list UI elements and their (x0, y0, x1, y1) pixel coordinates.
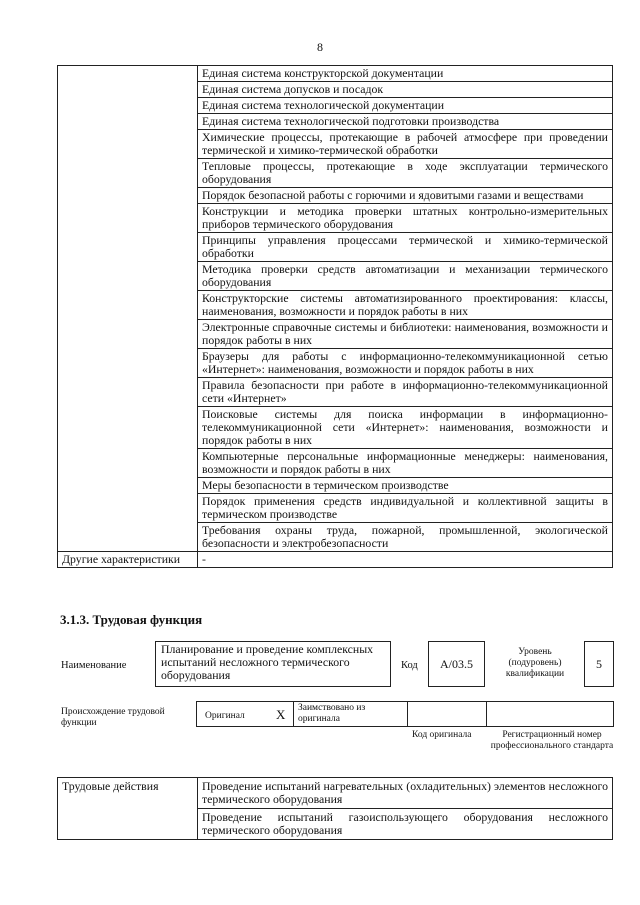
original-mark: X (276, 707, 286, 722)
knowledge-item: Единая система допусков и посадок (198, 82, 613, 98)
reg-number-label: Регистрационный номер профессионального стандарта (490, 730, 614, 751)
knowledge-item: Единая система технологической подготовки производства (198, 114, 613, 130)
knowledge-item: Браузеры для работы с информационно-телекоммуникационной сетью «Интернет»: наименования, возможности и порядок работы в них (198, 349, 613, 378)
borrowed-label: Заимствовано из оригинала (298, 703, 366, 724)
knowledge-item: Меры безопасности в термическом производстве (198, 478, 613, 494)
original-label: Оригинал (205, 711, 245, 721)
page-number: 8 (317, 40, 323, 54)
origin-box (196, 701, 614, 727)
knowledge-item: Требования охраны труда, пожарной, промышленной, экологической безопасности и электробезопасности (198, 523, 613, 552)
knowledge-item: Единая система технологической документации (198, 98, 613, 114)
table-row (58, 66, 613, 82)
knowledge-item: Порядок применения средств индивидуальной и коллективной защиты в термическом производстве (198, 494, 613, 523)
knowledge-item: Электронные справочные системы и библиотеки: наименования, возможности и порядок работы в них (198, 320, 613, 349)
knowledge-item: Компьютерные персональные информационные менеджеры: наименования, возможности и порядок работы в них (198, 449, 613, 478)
divider (407, 701, 408, 727)
name-label: Наименование (61, 660, 127, 671)
origin-label: Происхождение трудовой функции (61, 707, 165, 728)
knowledge-item: Единая система конструкторской документации (198, 66, 613, 82)
knowledge-table (57, 65, 613, 568)
code-value: А/03.5 (428, 641, 485, 687)
knowledge-item: Порядок безопасной работы с горючими и ядовитыми газами и веществами (198, 188, 613, 204)
labor-actions-label: Трудовые действия (58, 778, 198, 840)
knowledge-item: Конструкторские системы автоматизированного проектирования: классы, наименования, возможности и порядок работы в них (198, 291, 613, 320)
knowledge-item: Тепловые процессы, протекающие в ходе эксплуатации термического оборудования (198, 159, 613, 188)
code-original-label: Код оригинала (412, 730, 472, 740)
labor-actions-table (57, 777, 613, 840)
section-title: 3.1.3. Трудовая функция (60, 612, 203, 627)
knowledge-item: Конструкции и методика проверки штатных контрольно-измерительных приборов термического оборудования (198, 204, 613, 233)
name-value: Планирование и проведение комплексных испытаний несложного термического оборудования (155, 641, 391, 687)
divider (486, 701, 487, 727)
knowledge-item: Методика проверки средств автоматизации и механизации термического оборудования (198, 262, 613, 291)
requirements-category-cell (58, 66, 198, 552)
code-label: Код (401, 660, 418, 671)
table-row (58, 778, 613, 809)
other-characteristics-label: Другие характеристики (58, 552, 198, 568)
table-row (58, 552, 613, 568)
other-characteristics-value: - (198, 552, 613, 568)
labor-action-item: Проведение испытаний нагревательных (охладительных) элементов несложного термического оборудования (198, 778, 613, 809)
divider (293, 701, 294, 727)
knowledge-item: Поисковые системы для поиска информации в информационно-телекоммуникационной сети «Интернет»: наименования, возможности и порядок работы в них (198, 407, 613, 449)
level-value: 5 (584, 641, 614, 687)
level-label: Уровень (подуровень) квалификации (505, 647, 565, 679)
knowledge-item: Химические процессы, протекающие в рабочей атмосфере при проведении термической и химико-термической обработки (198, 130, 613, 159)
labor-action-item: Проведение испытаний газоиспользующего оборудования несложного термического оборудования (198, 809, 613, 840)
knowledge-item: Правила безопасности при работе в информационно-телекоммуникационной сети «Интернет» (198, 378, 613, 407)
knowledge-item: Принципы управления процессами термической и химико-термической обработки (198, 233, 613, 262)
